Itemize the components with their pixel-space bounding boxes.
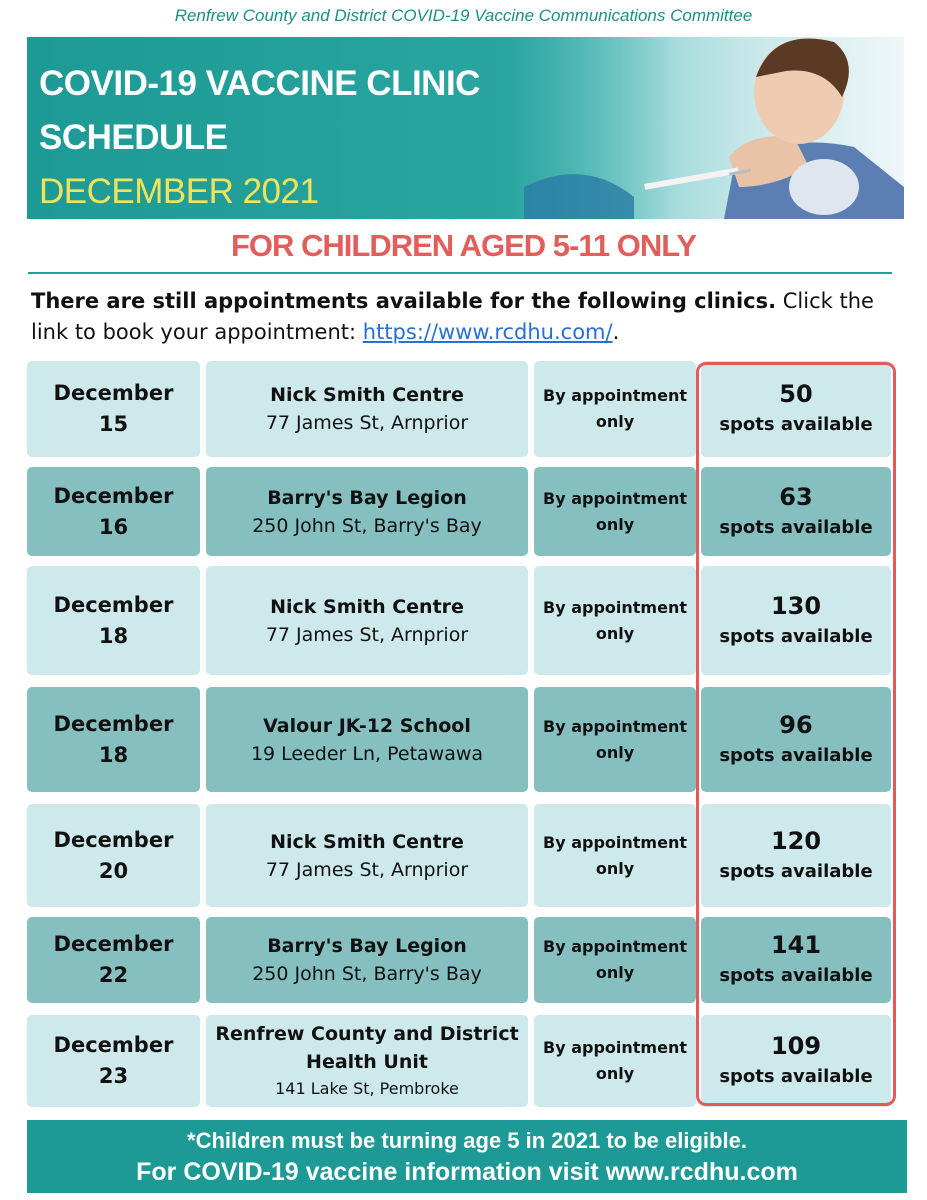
title-line-2: SCHEDULE <box>39 118 228 157</box>
spots-label: spots available <box>719 860 873 882</box>
date-day: 22 <box>98 963 129 987</box>
clinic-location <box>206 566 528 675</box>
date-day: 20 <box>98 858 129 883</box>
intro-bold: There are still appointments available for the following clinics. <box>31 289 777 313</box>
location-name: Nick Smith Centre <box>270 384 464 406</box>
intro-end: . <box>612 320 620 344</box>
clinic-date <box>27 566 200 675</box>
appt-line-2: only <box>595 623 635 643</box>
appt-line-1: By appointment <box>543 1038 687 1057</box>
clinic-date <box>27 917 200 1003</box>
eligibility-note: *Children must be turning age 5 in 2021 to be eligible. <box>187 1127 747 1153</box>
child-vaccination-photo <box>524 37 904 219</box>
spots-label: spots available <box>719 965 873 986</box>
info-website-note: For COVID-19 vaccine information visit www.rcdhu.com <box>136 1157 798 1186</box>
location-address: 77 James St, Arnprior <box>265 412 469 434</box>
spots-label: spots available <box>719 516 873 538</box>
date-day: 16 <box>98 514 129 539</box>
appointment-type <box>534 917 696 1003</box>
date-month: December <box>53 381 174 405</box>
clinic-location <box>206 361 528 457</box>
spots-available <box>701 467 891 556</box>
date-day: 15 <box>98 412 129 436</box>
clinic-date <box>27 687 200 792</box>
appt-line-1: By appointment <box>543 386 687 405</box>
appt-line-2: only <box>595 858 635 878</box>
appt-line-1: By appointment <box>543 597 687 617</box>
intro-text <box>31 286 901 348</box>
spots-count: 63 <box>779 482 813 511</box>
spots-count: 130 <box>770 591 822 620</box>
divider <box>28 272 892 274</box>
date-day: 18 <box>98 623 129 648</box>
location-address: 250 John St, Barry's Bay <box>252 963 482 985</box>
spots-label: spots available <box>719 744 873 766</box>
committee-name: Renfrew County and District COVID-19 Vaccine Communications Committee <box>174 6 753 25</box>
appointment-type <box>534 566 696 675</box>
age-restriction-subtitle: FOR CHILDREN AGED 5-11 ONLY <box>230 228 697 263</box>
location-address: 19 Leeder Ln, Petawawa <box>250 742 484 765</box>
appt-line-2: only <box>595 963 635 982</box>
clinic-location <box>206 1015 528 1107</box>
location-name: Valour JK-12 School <box>263 714 471 737</box>
clinic-row <box>27 804 892 907</box>
date-day: 23 <box>98 1064 129 1088</box>
clinic-row <box>27 566 892 675</box>
header-banner <box>27 37 904 219</box>
spots-label: spots available <box>719 625 873 647</box>
appt-line-2: only <box>595 412 635 431</box>
appt-line-2: only <box>595 514 635 534</box>
spots-label: spots available <box>719 414 873 435</box>
spots-available <box>701 687 891 792</box>
spots-count: 109 <box>770 1032 822 1060</box>
spots-label: spots available <box>719 1066 873 1087</box>
date-month: December <box>53 483 174 508</box>
title-line-1: COVID-19 VACCINE CLINIC <box>39 64 480 103</box>
appointment-type <box>534 361 696 457</box>
clinic-row <box>27 467 892 556</box>
location-name: Nick Smith Centre <box>270 595 464 618</box>
appt-line-2: only <box>595 742 635 762</box>
location-name-line-2: Health Unit <box>306 1051 428 1073</box>
clinic-location <box>206 687 528 792</box>
location-name: Barry's Bay Legion <box>267 935 467 957</box>
clinic-location <box>206 467 528 556</box>
location-name-line-1: Renfrew County and District <box>215 1023 519 1045</box>
appointment-type <box>534 804 696 907</box>
clinic-row <box>27 687 892 792</box>
location-address: 250 John St, Barry's Bay <box>252 514 482 537</box>
appt-line-1: By appointment <box>543 832 687 852</box>
location-address: 77 James St, Arnprior <box>265 858 469 881</box>
clinic-row <box>27 917 892 1003</box>
spots-count: 141 <box>770 931 822 959</box>
intro-plain: Click the link to book your appointment: <box>31 289 874 344</box>
appointment-type <box>534 1015 696 1107</box>
clinic-location <box>206 804 528 907</box>
location-address: 141 Lake St, Pembroke <box>275 1079 459 1098</box>
appt-line-1: By appointment <box>543 937 687 956</box>
clinic-location <box>206 917 528 1003</box>
date-month: December <box>53 827 174 852</box>
spots-count: 50 <box>779 380 813 408</box>
spots-available <box>701 361 891 457</box>
location-name: Nick Smith Centre <box>270 830 464 853</box>
spots-available <box>701 804 891 907</box>
appt-line-1: By appointment <box>543 488 687 508</box>
banner-title <box>39 57 480 219</box>
spots-available <box>701 566 891 675</box>
spots-available <box>701 1015 891 1107</box>
clinic-row <box>27 1015 892 1107</box>
appointment-type <box>534 467 696 556</box>
date-month: December <box>53 1033 174 1057</box>
appt-line-1: By appointment <box>543 716 687 736</box>
appointment-type <box>534 687 696 792</box>
location-name: Barry's Bay Legion <box>267 486 467 509</box>
spots-available <box>701 917 891 1003</box>
spots-count: 96 <box>779 710 813 739</box>
date-month: December <box>53 711 174 736</box>
clinic-date <box>27 467 200 556</box>
clinic-row <box>27 361 892 457</box>
spots-count: 120 <box>770 826 822 855</box>
clinic-date <box>27 804 200 907</box>
date-month: December <box>53 592 174 617</box>
date-day: 18 <box>98 742 129 767</box>
schedule-month: DECEMBER 2021 <box>39 172 319 211</box>
clinic-date <box>27 361 200 457</box>
location-address: 77 James St, Arnprior <box>265 623 469 646</box>
booking-link[interactable]: https://www.rcdhu.com/ <box>362 320 613 344</box>
appt-line-2: only <box>595 1064 635 1083</box>
footer-banner <box>27 1120 907 1193</box>
clinic-date <box>27 1015 200 1107</box>
date-month: December <box>53 932 174 956</box>
